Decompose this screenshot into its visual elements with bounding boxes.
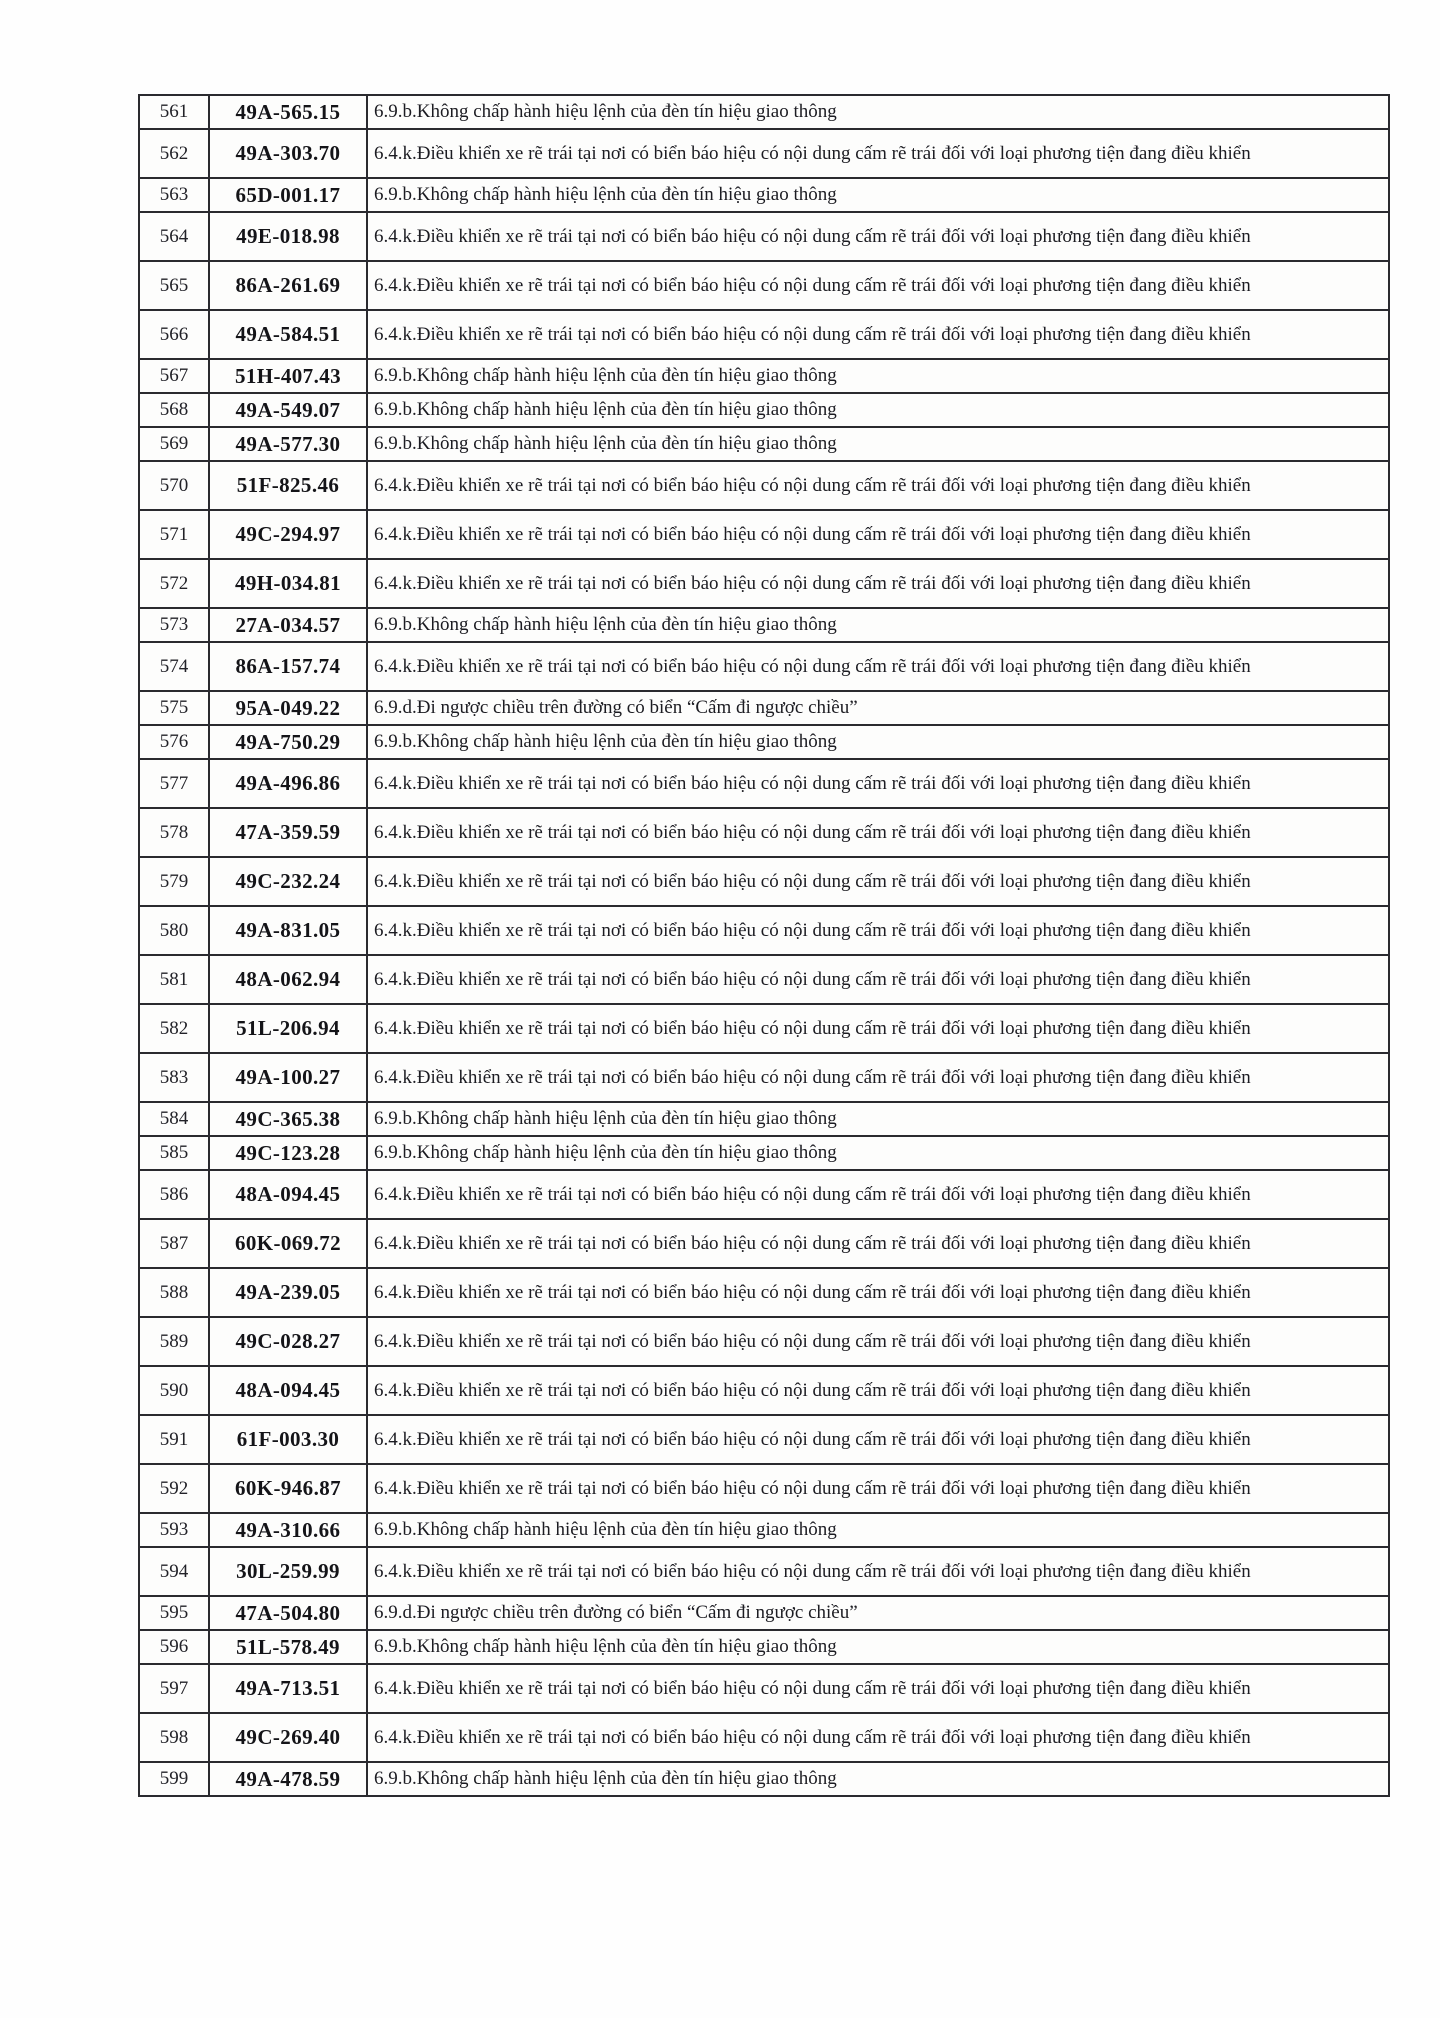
violation-description-cell: 6.9.b.Không chấp hành hiệu lệnh của đèn tín hiệu giao thông <box>367 178 1389 212</box>
violation-description-cell: 6.4.k.Điều khiển xe rẽ trái tại nơi có biển báo hiệu có nội dung cấm rẽ trái đối với loại phương tiện đang điều khiển <box>367 808 1389 857</box>
license-plate-cell: 49C-232.24 <box>209 857 367 906</box>
license-plate-cell: 47A-504.80 <box>209 1596 367 1630</box>
license-plate-cell: 49C-028.27 <box>209 1317 367 1366</box>
table-row <box>139 1317 1389 1366</box>
license-plate-cell: 61F-003.30 <box>209 1415 367 1464</box>
row-number-cell: 561 <box>139 95 209 129</box>
violation-description-cell: 6.4.k.Điều khiển xe rẽ trái tại nơi có biển báo hiệu có nội dung cấm rẽ trái đối với loại phương tiện đang điều khiển <box>367 1219 1389 1268</box>
license-plate-cell: 49A-549.07 <box>209 393 367 427</box>
license-plate-cell: 49E-018.98 <box>209 212 367 261</box>
license-plate-cell: 49A-239.05 <box>209 1268 367 1317</box>
license-plate-cell: 86A-261.69 <box>209 261 367 310</box>
violation-description-cell: 6.4.k.Điều khiển xe rẽ trái tại nơi có biển báo hiệu có nội dung cấm rẽ trái đối với loại phương tiện đang điều khiển <box>367 261 1389 310</box>
row-number-cell: 588 <box>139 1268 209 1317</box>
violation-description-cell: 6.9.b.Không chấp hành hiệu lệnh của đèn tín hiệu giao thông <box>367 1102 1389 1136</box>
table-row <box>139 427 1389 461</box>
row-number-cell: 589 <box>139 1317 209 1366</box>
license-plate-cell: 47A-359.59 <box>209 808 367 857</box>
row-number-cell: 578 <box>139 808 209 857</box>
row-number-cell: 573 <box>139 608 209 642</box>
row-number-cell: 568 <box>139 393 209 427</box>
violation-description-cell: 6.4.k.Điều khiển xe rẽ trái tại nơi có biển báo hiệu có nội dung cấm rẽ trái đối với loại phương tiện đang điều khiển <box>367 1268 1389 1317</box>
table-row <box>139 1762 1389 1796</box>
row-number-cell: 599 <box>139 1762 209 1796</box>
violation-description-cell: 6.9.b.Không chấp hành hiệu lệnh của đèn tín hiệu giao thông <box>367 725 1389 759</box>
violation-description-cell: 6.4.k.Điều khiển xe rẽ trái tại nơi có biển báo hiệu có nội dung cấm rẽ trái đối với loại phương tiện đang điều khiển <box>367 510 1389 559</box>
row-number-cell: 598 <box>139 1713 209 1762</box>
row-number-cell: 564 <box>139 212 209 261</box>
table-row <box>139 725 1389 759</box>
violation-description-cell: 6.9.d.Đi ngược chiều trên đường có biển “Cấm đi ngược chiều” <box>367 691 1389 725</box>
table-row <box>139 1630 1389 1664</box>
violation-description-cell: 6.4.k.Điều khiển xe rẽ trái tại nơi có biển báo hiệu có nội dung cấm rẽ trái đối với loại phương tiện đang điều khiển <box>367 310 1389 359</box>
license-plate-cell: 49A-565.15 <box>209 95 367 129</box>
row-number-cell: 566 <box>139 310 209 359</box>
table-row <box>139 1415 1389 1464</box>
violation-description-cell: 6.9.b.Không chấp hành hiệu lệnh của đèn tín hiệu giao thông <box>367 1762 1389 1796</box>
row-number-cell: 586 <box>139 1170 209 1219</box>
row-number-cell: 590 <box>139 1366 209 1415</box>
table-row <box>139 1268 1389 1317</box>
table-row <box>139 1713 1389 1762</box>
violation-description-cell: 6.9.b.Không chấp hành hiệu lệnh của đèn tín hiệu giao thông <box>367 393 1389 427</box>
license-plate-cell: 60K-946.87 <box>209 1464 367 1513</box>
row-number-cell: 567 <box>139 359 209 393</box>
table-row <box>139 955 1389 1004</box>
table-row <box>139 608 1389 642</box>
license-plate-cell: 49A-100.27 <box>209 1053 367 1102</box>
license-plate-cell: 60K-069.72 <box>209 1219 367 1268</box>
license-plate-cell: 49A-577.30 <box>209 427 367 461</box>
license-plate-cell: 51H-407.43 <box>209 359 367 393</box>
license-plate-cell: 51L-206.94 <box>209 1004 367 1053</box>
table-row <box>139 359 1389 393</box>
violation-description-cell: 6.4.k.Điều khiển xe rẽ trái tại nơi có biển báo hiệu có nội dung cấm rẽ trái đối với loại phương tiện đang điều khiển <box>367 1713 1389 1762</box>
violation-description-cell: 6.4.k.Điều khiển xe rẽ trái tại nơi có biển báo hiệu có nội dung cấm rẽ trái đối với loại phương tiện đang điều khiển <box>367 1170 1389 1219</box>
table-row <box>139 393 1389 427</box>
table-row <box>139 1102 1389 1136</box>
violation-description-cell: 6.4.k.Điều khiển xe rẽ trái tại nơi có biển báo hiệu có nội dung cấm rẽ trái đối với loại phương tiện đang điều khiển <box>367 642 1389 691</box>
violation-description-cell: 6.9.d.Đi ngược chiều trên đường có biển “Cấm đi ngược chiều” <box>367 1596 1389 1630</box>
table-row <box>139 1464 1389 1513</box>
violation-description-cell: 6.4.k.Điều khiển xe rẽ trái tại nơi có biển báo hiệu có nội dung cấm rẽ trái đối với loại phương tiện đang điều khiển <box>367 759 1389 808</box>
row-number-cell: 591 <box>139 1415 209 1464</box>
row-number-cell: 574 <box>139 642 209 691</box>
row-number-cell: 571 <box>139 510 209 559</box>
violation-description-cell: 6.4.k.Điều khiển xe rẽ trái tại nơi có biển báo hiệu có nội dung cấm rẽ trái đối với loại phương tiện đang điều khiển <box>367 559 1389 608</box>
row-number-cell: 596 <box>139 1630 209 1664</box>
license-plate-cell: 95A-049.22 <box>209 691 367 725</box>
license-plate-cell: 49A-478.59 <box>209 1762 367 1796</box>
violation-table-body <box>139 95 1389 1796</box>
table-row <box>139 261 1389 310</box>
row-number-cell: 569 <box>139 427 209 461</box>
violation-description-cell: 6.4.k.Điều khiển xe rẽ trái tại nơi có biển báo hiệu có nội dung cấm rẽ trái đối với loại phương tiện đang điều khiển <box>367 212 1389 261</box>
license-plate-cell: 49A-831.05 <box>209 906 367 955</box>
license-plate-cell: 49H-034.81 <box>209 559 367 608</box>
violation-description-cell: 6.4.k.Điều khiển xe rẽ trái tại nơi có biển báo hiệu có nội dung cấm rẽ trái đối với loại phương tiện đang điều khiển <box>367 1464 1389 1513</box>
violation-description-cell: 6.9.b.Không chấp hành hiệu lệnh của đèn tín hiệu giao thông <box>367 1630 1389 1664</box>
violation-description-cell: 6.4.k.Điều khiển xe rẽ trái tại nơi có biển báo hiệu có nội dung cấm rẽ trái đối với loại phương tiện đang điều khiển <box>367 857 1389 906</box>
table-row <box>139 1053 1389 1102</box>
row-number-cell: 587 <box>139 1219 209 1268</box>
violation-description-cell: 6.4.k.Điều khiển xe rẽ trái tại nơi có biển báo hiệu có nội dung cấm rẽ trái đối với loại phương tiện đang điều khiển <box>367 955 1389 1004</box>
table-row <box>139 857 1389 906</box>
table-row <box>139 95 1389 129</box>
license-plate-cell: 49A-713.51 <box>209 1664 367 1713</box>
license-plate-cell: 48A-094.45 <box>209 1170 367 1219</box>
row-number-cell: 577 <box>139 759 209 808</box>
table-row <box>139 559 1389 608</box>
table-row <box>139 1664 1389 1713</box>
license-plate-cell: 49C-269.40 <box>209 1713 367 1762</box>
row-number-cell: 575 <box>139 691 209 725</box>
table-row <box>139 310 1389 359</box>
row-number-cell: 583 <box>139 1053 209 1102</box>
row-number-cell: 572 <box>139 559 209 608</box>
table-row <box>139 808 1389 857</box>
license-plate-cell: 48A-062.94 <box>209 955 367 1004</box>
table-row <box>139 906 1389 955</box>
row-number-cell: 582 <box>139 1004 209 1053</box>
row-number-cell: 585 <box>139 1136 209 1170</box>
violation-description-cell: 6.9.b.Không chấp hành hiệu lệnh của đèn tín hiệu giao thông <box>367 1136 1389 1170</box>
violation-description-cell: 6.9.b.Không chấp hành hiệu lệnh của đèn tín hiệu giao thông <box>367 1513 1389 1547</box>
violation-description-cell: 6.4.k.Điều khiển xe rẽ trái tại nơi có biển báo hiệu có nội dung cấm rẽ trái đối với loại phương tiện đang điều khiển <box>367 906 1389 955</box>
violation-description-cell: 6.9.b.Không chấp hành hiệu lệnh của đèn tín hiệu giao thông <box>367 427 1389 461</box>
license-plate-cell: 86A-157.74 <box>209 642 367 691</box>
license-plate-cell: 49A-310.66 <box>209 1513 367 1547</box>
license-plate-cell: 51L-578.49 <box>209 1630 367 1664</box>
violation-description-cell: 6.4.k.Điều khiển xe rẽ trái tại nơi có biển báo hiệu có nội dung cấm rẽ trái đối với loại phương tiện đang điều khiển <box>367 1415 1389 1464</box>
table-row <box>139 691 1389 725</box>
violation-description-cell: 6.4.k.Điều khiển xe rẽ trái tại nơi có biển báo hiệu có nội dung cấm rẽ trái đối với loại phương tiện đang điều khiển <box>367 461 1389 510</box>
license-plate-cell: 30L-259.99 <box>209 1547 367 1596</box>
license-plate-cell: 49A-750.29 <box>209 725 367 759</box>
table-row <box>139 1004 1389 1053</box>
table-row <box>139 1513 1389 1547</box>
license-plate-cell: 49C-294.97 <box>209 510 367 559</box>
violation-table <box>138 94 1390 1797</box>
row-number-cell: 580 <box>139 906 209 955</box>
table-row <box>139 129 1389 178</box>
license-plate-cell: 27A-034.57 <box>209 608 367 642</box>
license-plate-cell: 51F-825.46 <box>209 461 367 510</box>
table-row <box>139 1596 1389 1630</box>
table-row <box>139 461 1389 510</box>
violation-description-cell: 6.4.k.Điều khiển xe rẽ trái tại nơi có biển báo hiệu có nội dung cấm rẽ trái đối với loại phương tiện đang điều khiển <box>367 1053 1389 1102</box>
violation-description-cell: 6.9.b.Không chấp hành hiệu lệnh của đèn tín hiệu giao thông <box>367 95 1389 129</box>
row-number-cell: 581 <box>139 955 209 1004</box>
license-plate-cell: 49A-496.86 <box>209 759 367 808</box>
license-plate-cell: 65D-001.17 <box>209 178 367 212</box>
row-number-cell: 584 <box>139 1102 209 1136</box>
table-row <box>139 642 1389 691</box>
row-number-cell: 570 <box>139 461 209 510</box>
table-row <box>139 212 1389 261</box>
table-row <box>139 759 1389 808</box>
table-row <box>139 1170 1389 1219</box>
license-plate-cell: 49A-303.70 <box>209 129 367 178</box>
table-row <box>139 178 1389 212</box>
table-row <box>139 1547 1389 1596</box>
row-number-cell: 595 <box>139 1596 209 1630</box>
table-row <box>139 1366 1389 1415</box>
license-plate-cell: 49A-584.51 <box>209 310 367 359</box>
license-plate-cell: 49C-123.28 <box>209 1136 367 1170</box>
row-number-cell: 565 <box>139 261 209 310</box>
violation-description-cell: 6.4.k.Điều khiển xe rẽ trái tại nơi có biển báo hiệu có nội dung cấm rẽ trái đối với loại phương tiện đang điều khiển <box>367 1366 1389 1415</box>
violation-description-cell: 6.9.b.Không chấp hành hiệu lệnh của đèn tín hiệu giao thông <box>367 608 1389 642</box>
row-number-cell: 562 <box>139 129 209 178</box>
table-row <box>139 1219 1389 1268</box>
license-plate-cell: 49C-365.38 <box>209 1102 367 1136</box>
row-number-cell: 579 <box>139 857 209 906</box>
row-number-cell: 594 <box>139 1547 209 1596</box>
table-row <box>139 510 1389 559</box>
violation-description-cell: 6.4.k.Điều khiển xe rẽ trái tại nơi có biển báo hiệu có nội dung cấm rẽ trái đối với loại phương tiện đang điều khiển <box>367 1004 1389 1053</box>
row-number-cell: 597 <box>139 1664 209 1713</box>
row-number-cell: 592 <box>139 1464 209 1513</box>
row-number-cell: 563 <box>139 178 209 212</box>
row-number-cell: 593 <box>139 1513 209 1547</box>
violation-description-cell: 6.4.k.Điều khiển xe rẽ trái tại nơi có biển báo hiệu có nội dung cấm rẽ trái đối với loại phương tiện đang điều khiển <box>367 1317 1389 1366</box>
violation-description-cell: 6.4.k.Điều khiển xe rẽ trái tại nơi có biển báo hiệu có nội dung cấm rẽ trái đối với loại phương tiện đang điều khiển <box>367 1547 1389 1596</box>
table-row <box>139 1136 1389 1170</box>
violation-description-cell: 6.4.k.Điều khiển xe rẽ trái tại nơi có biển báo hiệu có nội dung cấm rẽ trái đối với loại phương tiện đang điều khiển <box>367 1664 1389 1713</box>
row-number-cell: 576 <box>139 725 209 759</box>
license-plate-cell: 48A-094.45 <box>209 1366 367 1415</box>
violation-description-cell: 6.4.k.Điều khiển xe rẽ trái tại nơi có biển báo hiệu có nội dung cấm rẽ trái đối với loại phương tiện đang điều khiển <box>367 129 1389 178</box>
violation-description-cell: 6.9.b.Không chấp hành hiệu lệnh của đèn tín hiệu giao thông <box>367 359 1389 393</box>
